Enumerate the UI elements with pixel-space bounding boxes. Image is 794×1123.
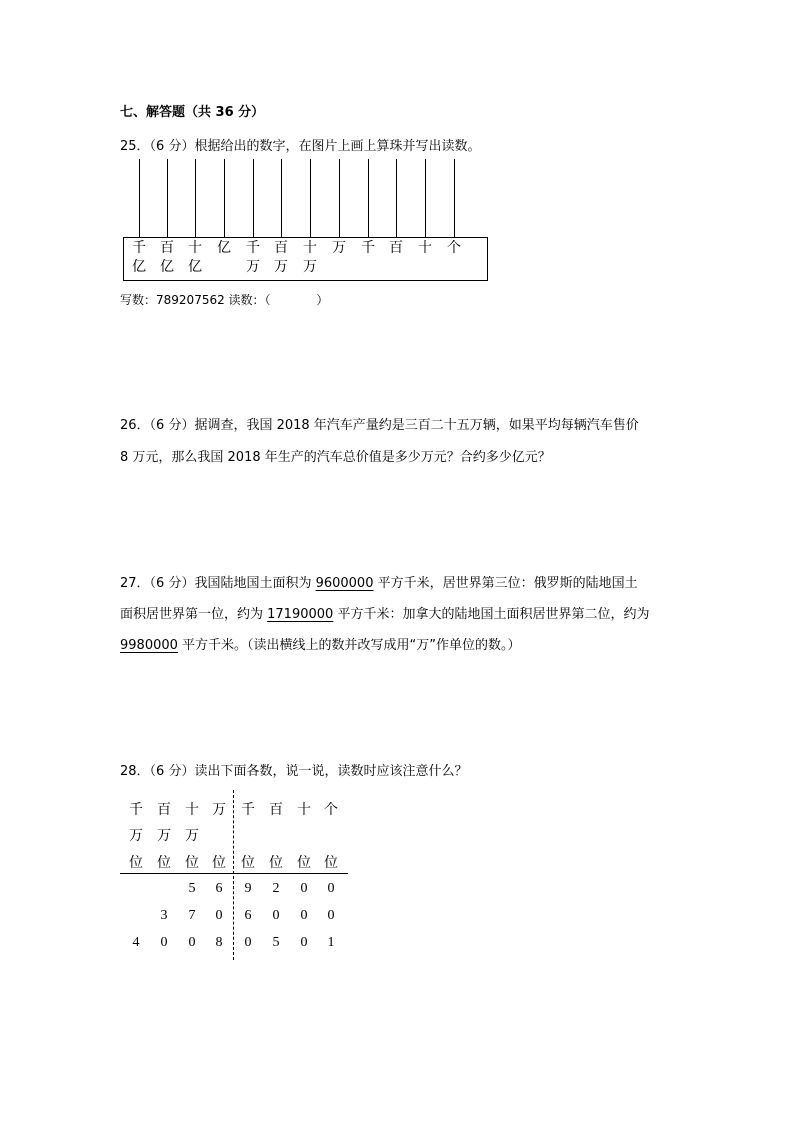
question-28-text: 28．（6 分）读出下面各数，说一说，读数时应该注意什么？	[120, 764, 468, 779]
table-digit-cell: 1	[327, 935, 335, 950]
question-26-line1: 26．（6 分）据调查，我国 2018 年汽车产量约是三百二十五万辆，如果平均每辆汽车售价	[120, 418, 639, 433]
table-digit-cell: 7	[188, 908, 196, 923]
q27-l2-b: 平方千米：加拿大的陆地国土面积居世界第二位，约为	[333, 607, 650, 622]
table-header-cell: 位	[269, 855, 283, 871]
abacus-rod[interactable]	[281, 159, 282, 237]
abacus-rod[interactable]	[224, 159, 225, 237]
q25-write-line	[120, 291, 328, 308]
table-dashed-divider	[233, 790, 234, 960]
q27-number-russia: 17190000	[267, 607, 334, 622]
table-header-cell: 十	[297, 802, 311, 818]
place-label-top: 千	[132, 240, 146, 256]
table-header-cell: 位	[185, 855, 199, 871]
abacus-rod[interactable]	[454, 159, 455, 237]
abacus-rod[interactable]	[310, 159, 311, 237]
place-label-top: 百	[274, 240, 288, 256]
section-title: 七、解答题（共 36 分）	[120, 105, 265, 120]
place-label-top: 万	[332, 240, 346, 256]
place-label-bottom: 万	[246, 259, 260, 275]
read-close: ）	[316, 293, 329, 307]
table-digit-cell: 5	[188, 881, 196, 896]
table-header-cell: 万	[212, 802, 226, 818]
table-digit-cell: 0	[300, 881, 308, 896]
q27-number-canada: 9980000	[120, 638, 178, 653]
abacus-rod[interactable]	[425, 159, 426, 237]
table-digit-cell: 4	[132, 935, 140, 950]
abacus-rod[interactable]	[368, 159, 369, 237]
table-digit-cell: 5	[272, 935, 280, 950]
question-27-line1	[120, 572, 638, 591]
table-digit-cell: 6	[244, 908, 252, 923]
q27-number-china: 9600000	[315, 576, 374, 591]
abacus-rod[interactable]	[339, 159, 340, 237]
table-header-cell: 千	[241, 802, 255, 818]
table-digit-cell: 9	[244, 881, 252, 896]
table-header-cell: 万	[185, 828, 199, 844]
table-header-cell: 万	[157, 828, 171, 844]
read-label: 读数：（	[224, 293, 271, 307]
table-header-cell: 位	[129, 855, 143, 871]
abacus-rod[interactable]	[396, 159, 397, 237]
q27-l2-a: 面积居世界第一位，约为	[120, 607, 268, 622]
read-blank[interactable]	[271, 293, 317, 307]
place-label-bottom: 万	[274, 259, 288, 275]
table-header-cell: 千	[129, 802, 143, 818]
table-digit-cell: 0	[327, 881, 335, 896]
place-label-top: 十	[418, 240, 432, 256]
table-digit-cell: 6	[215, 881, 223, 896]
table-digit-cell: 0	[300, 935, 308, 950]
abacus-rod[interactable]	[167, 159, 168, 237]
table-header-cell: 位	[297, 855, 311, 871]
table-digit-cell: 8	[215, 935, 223, 950]
place-label-bottom: 亿	[160, 259, 174, 275]
table-header-rule	[120, 873, 348, 874]
question-27-line3	[120, 634, 521, 653]
table-digit-cell: 3	[160, 908, 168, 923]
write-label: 写数：	[120, 293, 157, 307]
table-digit-cell: 0	[188, 935, 196, 950]
table-digit-cell: 0	[272, 908, 280, 923]
place-label-top: 百	[160, 240, 174, 256]
table-digit-cell: 2	[272, 881, 280, 896]
place-label-top: 千	[361, 240, 375, 256]
abacus-frame	[123, 237, 488, 281]
table-header-cell: 位	[241, 855, 255, 871]
table-digit-cell: 0	[244, 935, 252, 950]
abacus-rod[interactable]	[195, 159, 196, 237]
question-25-text: 25．（6 分）根据给出的数字，在图片上画上算珠并写出读数。	[120, 139, 481, 154]
place-label-top: 千	[246, 240, 260, 256]
table-header-cell: 个	[324, 802, 338, 818]
table-digit-cell: 0	[215, 908, 223, 923]
q27-l1-a: 27．（6 分）我国陆地国土面积为	[120, 576, 316, 591]
table-header-cell: 百	[157, 802, 171, 818]
table-digit-cell: 0	[327, 908, 335, 923]
place-label-top: 百	[389, 240, 403, 256]
place-label-bottom: 亿	[188, 259, 202, 275]
abacus-rod[interactable]	[139, 159, 140, 237]
table-header-cell: 十	[185, 802, 199, 818]
place-label-top: 十	[303, 240, 317, 256]
table-header-cell: 百	[269, 802, 283, 818]
place-label-top: 个	[447, 240, 461, 256]
table-header-cell: 位	[324, 855, 338, 871]
place-label-bottom: 万	[303, 259, 317, 275]
table-digit-cell: 0	[160, 935, 168, 950]
abacus-rod[interactable]	[253, 159, 254, 237]
q27-l3-b: 平方千米。（读出横线上的数并改写成用“万”作单位的数。）	[177, 638, 521, 653]
question-27-line2	[120, 603, 649, 622]
table-header-cell: 位	[157, 855, 171, 871]
table-header-cell: 位	[212, 855, 226, 871]
q27-l1-b: 平方千米，居世界第三位：俄罗斯的陆地国土	[373, 576, 638, 591]
written-number: 789207562	[156, 293, 225, 307]
question-26-line2: 8 万元，那么我国 2018 年生产的汽车总价值是多少万元？合约多少亿元？	[120, 450, 551, 465]
place-label-bottom: 亿	[132, 259, 146, 275]
place-label-top: 十	[188, 240, 202, 256]
table-header-cell: 万	[129, 828, 143, 844]
place-label-top: 亿	[217, 240, 231, 256]
table-digit-cell: 0	[300, 908, 308, 923]
